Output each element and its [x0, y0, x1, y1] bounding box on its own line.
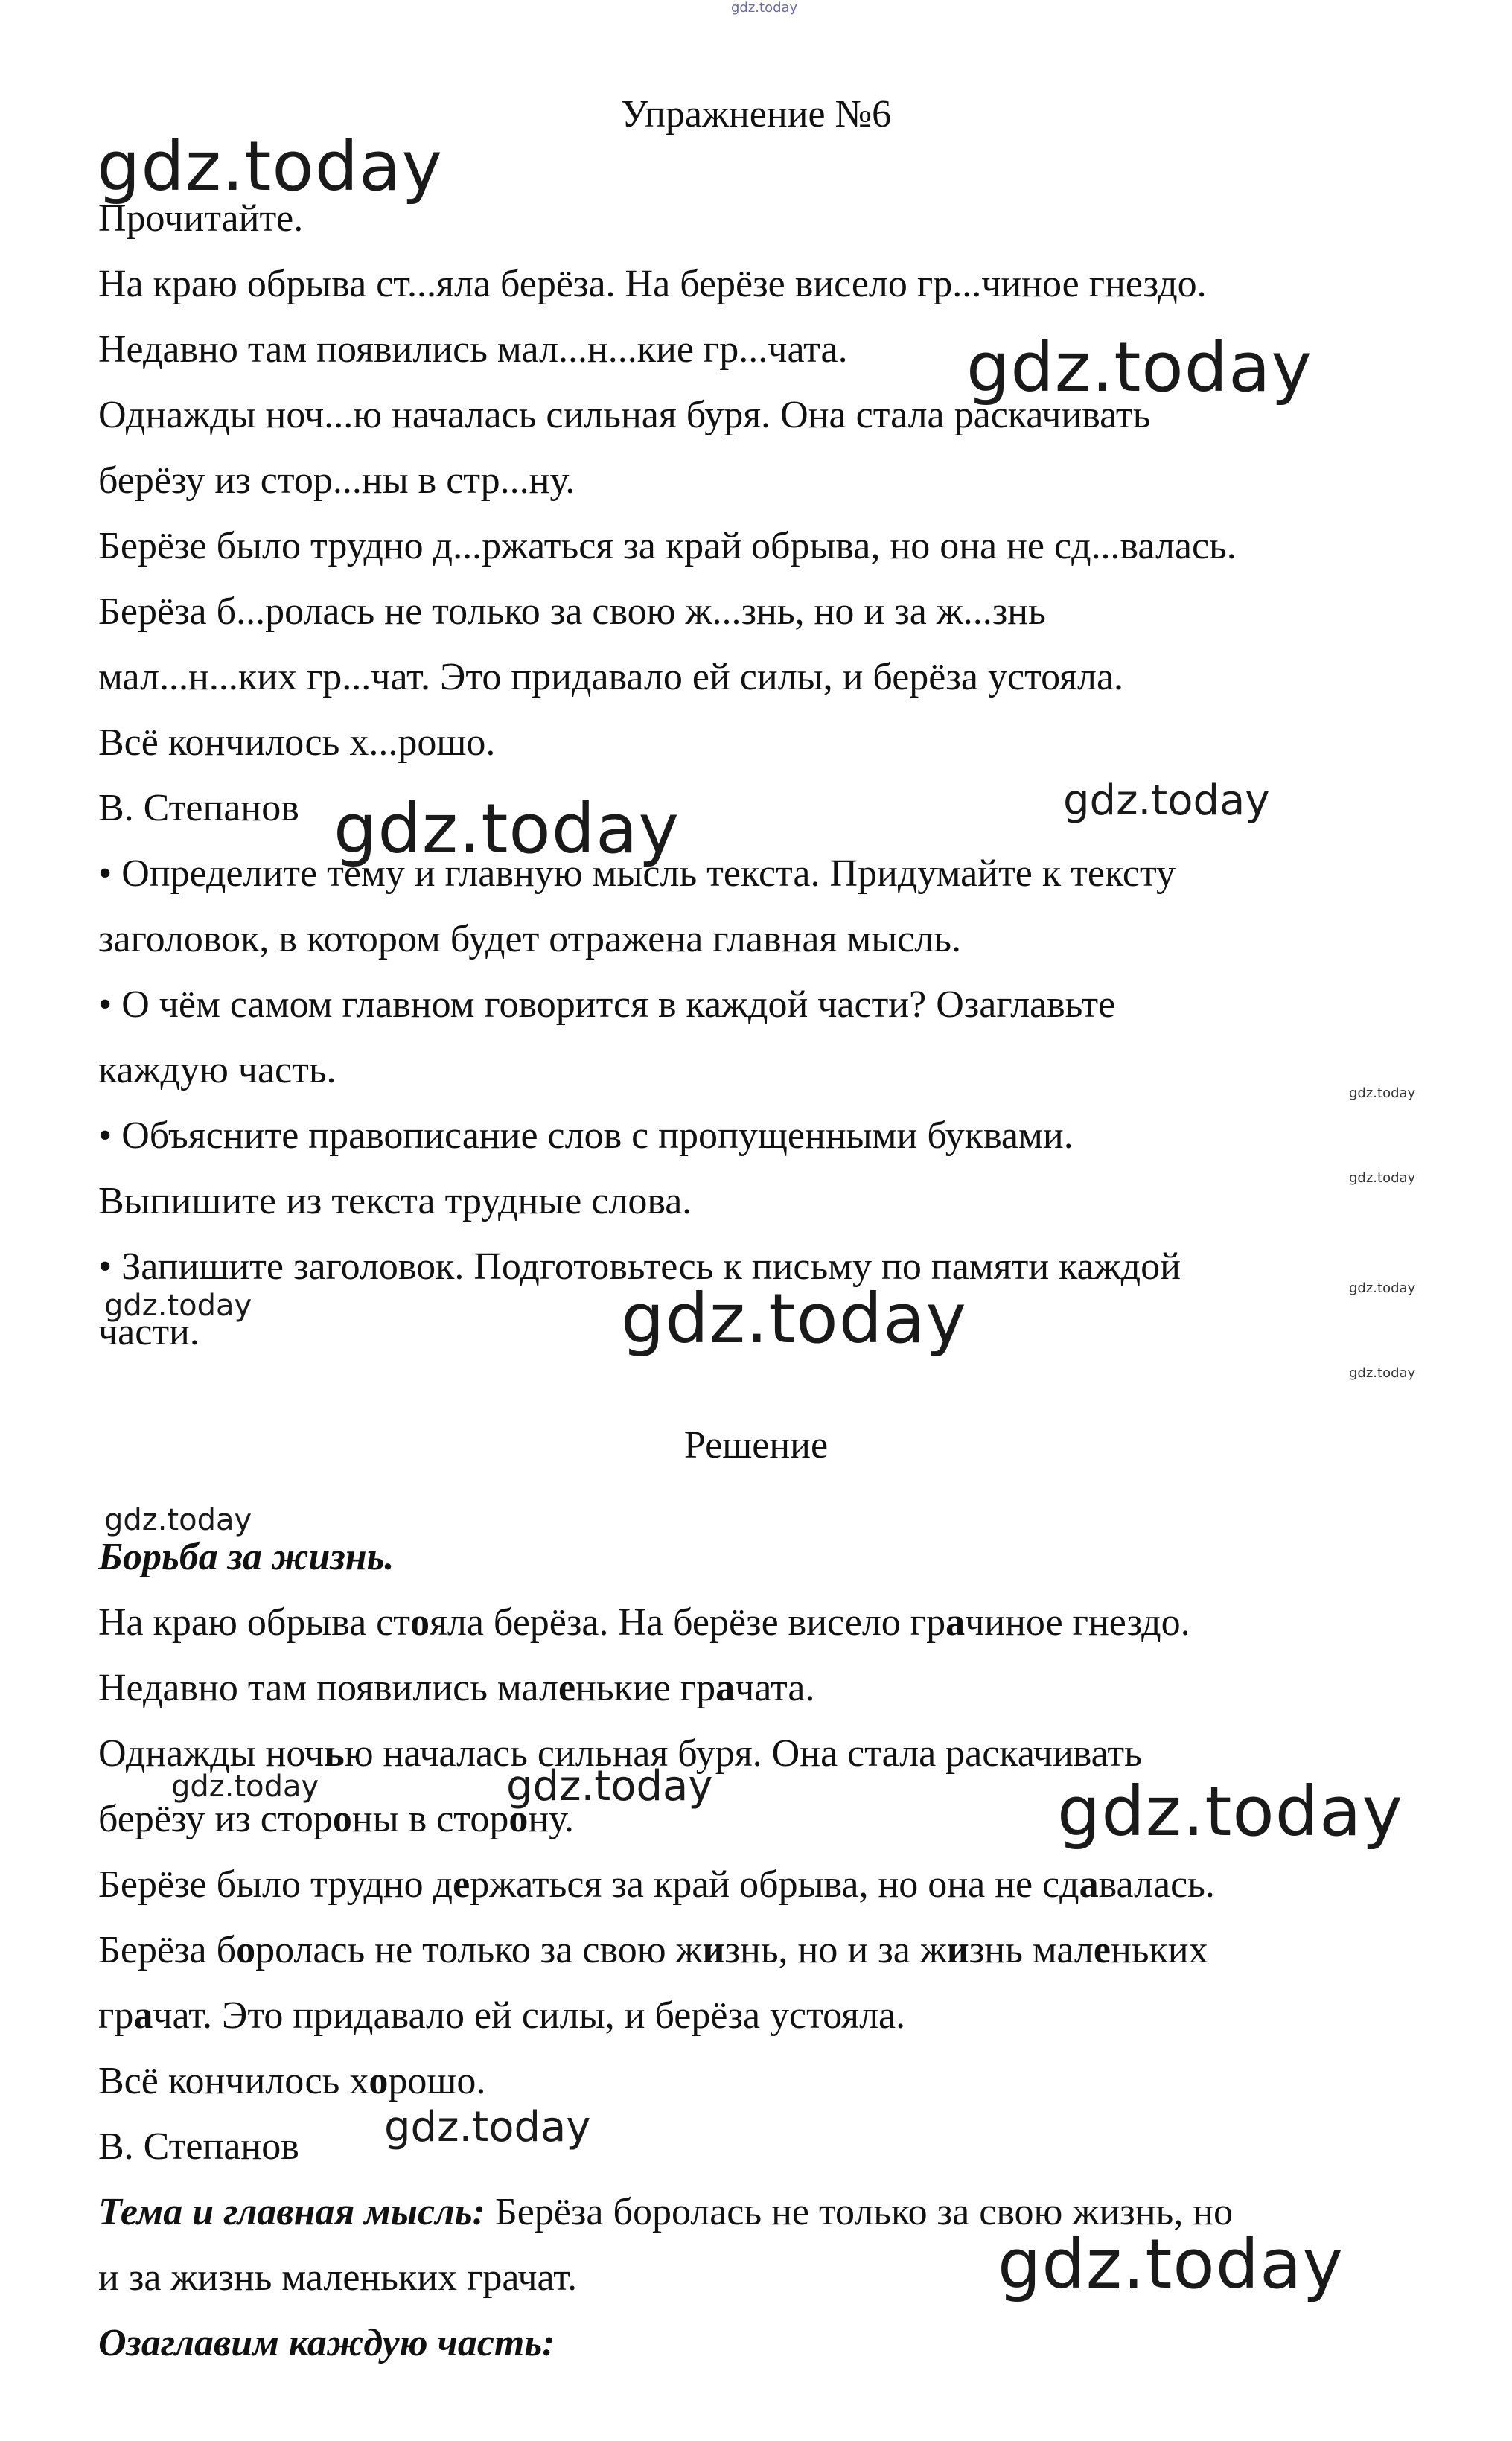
task-line: каждую часть.: [98, 1049, 336, 1091]
text-segment: рошо.: [388, 2060, 486, 2102]
exercise-line: Всё кончилось х...рошо.: [98, 721, 496, 764]
solution-line: [98, 1601, 1190, 1645]
solution-line: [98, 1666, 814, 1711]
watermark: gdz.today: [1349, 1170, 1416, 1186]
watermark: gdz.today: [1349, 1085, 1416, 1101]
watermark: gdz.today: [506, 1762, 713, 1810]
text-segment: валась.: [1098, 1863, 1215, 1906]
inserted-letter: ь: [324, 1732, 345, 1775]
text-segment: ны в стор: [351, 1798, 509, 1840]
text-segment: знь мал: [969, 1929, 1094, 1971]
watermark: gdz.today: [966, 328, 1312, 407]
text-segment: чиное гнездо.: [965, 1601, 1190, 1644]
text-segment: нькие гр: [575, 1667, 716, 1709]
parts-label: Озаглавим каждую часть:: [98, 2322, 555, 2364]
watermark: gdz.today: [384, 2103, 591, 2151]
inserted-letter: о: [236, 1929, 256, 1971]
task-line: • О чём самом главном говорится в каждой части? Озаглавьте: [98, 983, 1116, 1026]
watermark: gdz.today: [1349, 1365, 1416, 1381]
text-segment: ну.: [528, 1798, 574, 1840]
text-segment: чата.: [735, 1667, 815, 1709]
inserted-letter: о: [369, 2060, 389, 2102]
task-line: • Запишите заголовок. Подготовьтесь к письму по памяти каждой: [98, 1245, 1181, 1288]
watermark: gdz.today: [104, 1503, 252, 1537]
watermark-top: gdz.today: [731, 0, 798, 16]
exercise-title: Упражнение №6: [620, 93, 892, 135]
text-segment: ролась не только за свою ж: [255, 1929, 703, 1971]
text-segment: На краю обрыва ст: [98, 1601, 410, 1644]
task-line: • Определите тему и главную мысль текста. Придумайте к тексту: [98, 852, 1176, 895]
text-segment: Однажды ноч: [98, 1732, 325, 1775]
theme-label: Тема и главная мысль:: [98, 2191, 485, 2233]
text-segment: Берёзе было трудно д: [98, 1863, 453, 1906]
inserted-letter: е: [1093, 1929, 1111, 1971]
inserted-letter: а: [715, 1667, 736, 1709]
inserted-letter: а: [133, 1994, 153, 2037]
text-segment: знь, но и за ж: [724, 1929, 947, 1971]
watermark: gdz.today: [1057, 1772, 1403, 1851]
inserted-letter: е: [558, 1667, 576, 1709]
solution-title: Борьба за жизнь.: [98, 1536, 395, 1578]
exercise-line: Берёза б...ролась не только за свою ж...знь, но и за ж...знь: [98, 590, 1046, 633]
text-segment: Всё кончилось х: [98, 2060, 369, 2102]
exercise-intro: Прочитайте.: [98, 197, 304, 240]
theme-line: [98, 2190, 1233, 2235]
inserted-letter: о: [409, 1601, 430, 1644]
theme-text-cont: и за жизнь маленьких грачат.: [98, 2256, 578, 2299]
solution-line: [98, 2059, 485, 2104]
inserted-letter: и: [702, 1929, 725, 1971]
text-segment: берёзу из стор: [98, 1798, 333, 1840]
watermark: gdz.today: [334, 789, 680, 869]
inserted-letter: о: [332, 1798, 352, 1840]
text-segment: гр: [98, 1994, 134, 2037]
watermark: gdz.today: [104, 1289, 252, 1323]
theme-text: Берёза боролась не только за свою жизнь, но: [485, 2191, 1234, 2233]
text-segment: Берёза б: [98, 1929, 237, 1971]
watermark: gdz.today: [998, 2224, 1344, 2304]
text-segment: чат. Это придавало ей силы, и берёза устояла.: [153, 1994, 906, 2037]
exercise-line: Однажды ноч...ю началась сильная буря. Она стала раскачивать: [98, 394, 1151, 436]
watermark: gdz.today: [97, 127, 443, 206]
inserted-letter: е: [453, 1863, 470, 1906]
watermark: gdz.today: [171, 1770, 319, 1804]
watermark: gdz.today: [621, 1279, 967, 1359]
exercise-line: мал...н...ких гр...чат. Это придавало ей силы, и берёза устояла.: [98, 656, 1124, 698]
exercise-line: Берёзе было трудно д...ржаться за край обрыва, но она не сд...валась.: [98, 525, 1237, 567]
solution-line: [98, 1732, 1142, 1776]
task-line: Выпишите из текста трудные слова.: [98, 1180, 692, 1222]
text-segment: Недавно там появились мал: [98, 1667, 558, 1709]
exercise-line: Недавно там появились мал...н...кие гр...чата.: [98, 328, 848, 371]
task-line: части.: [98, 1311, 200, 1353]
inserted-letter: о: [508, 1798, 529, 1840]
exercise-line: На краю обрыва ст...яла берёза. На берёзе висело гр...чиное гнездо.: [98, 263, 1207, 305]
text-segment: яла берёза. На берёзе висело гр: [429, 1601, 946, 1644]
task-line: • Объясните правописание слов с пропущенными буквами.: [98, 1114, 1074, 1157]
text-segment: ньких: [1110, 1929, 1208, 1971]
watermark: gdz.today: [1349, 1280, 1416, 1296]
watermark: gdz.today: [1063, 776, 1270, 825]
solution-line: [98, 1863, 1215, 1907]
inserted-letter: а: [1079, 1863, 1099, 1906]
exercise-line: берёзу из стор...ны в стр...ну.: [98, 459, 575, 502]
solution-line: [98, 1928, 1208, 1973]
task-line: заголовок, в котором будет отражена главная мысль.: [98, 918, 961, 960]
inserted-letter: и: [946, 1929, 969, 1971]
solution-heading: Решение: [683, 1424, 829, 1467]
text-segment: ю началась сильная буря. Она стала раскачивать: [344, 1732, 1142, 1775]
text-segment: ржаться за край обрыва, но она не сд: [470, 1863, 1079, 1906]
inserted-letter: а: [945, 1601, 966, 1644]
solution-line: [98, 1797, 574, 1842]
exercise-author: В. Степанов: [98, 787, 299, 829]
solution-author: В. Степанов: [98, 2125, 299, 2168]
solution-line: [98, 1994, 905, 2038]
